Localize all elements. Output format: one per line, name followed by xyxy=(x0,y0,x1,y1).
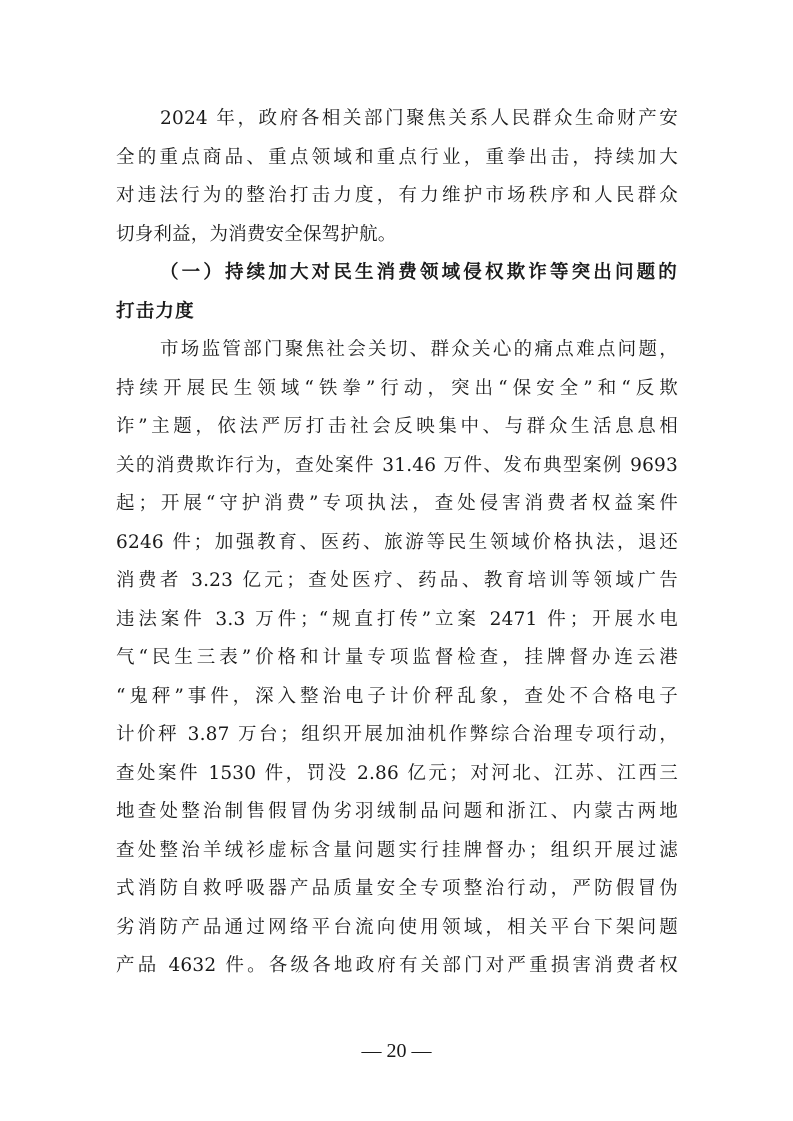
text-line: 市场监管部门聚焦社会关切、群众关心的痛点难点问题， xyxy=(160,339,678,360)
text-line: 切身利益，为消费安全保驾护航。 xyxy=(116,223,397,245)
text-line: 气“民生三表”价格和计量专项监督检查，挂牌督办连云港 xyxy=(116,647,678,668)
document-body xyxy=(116,100,678,986)
text-line: 计价秤 3.87 万台；组织开展加油机作弊综合治理专项行动， xyxy=(116,724,678,745)
text-line: 关的消费欺诈行为，查处案件 31.46 万件、发布典型案例 9693 xyxy=(116,454,678,476)
page-number: — 20 — xyxy=(361,1040,432,1062)
text-line: 地查处整治制售假冒伪劣羽绒制品问题和浙江、内蒙古两地 xyxy=(116,801,678,822)
section-heading xyxy=(116,254,678,331)
text-line: 违法案件 3.3 万件；“规直打传”立案 2471 件；开展水电 xyxy=(116,608,678,630)
text-line: 产品 4632 件。各级各地政府有关部门对严重损害消费者权 xyxy=(116,955,678,976)
text-line: “鬼秤”事件，深入整治电子计价秤乱象，查处不合格电子 xyxy=(116,685,678,707)
text-line: 持续开展民生领域“铁拳”行动，突出“保安全”和“反欺 xyxy=(116,377,678,399)
text-line: 查处整治羊绒衫虚标含量问题实行挂牌督办；组织开展过滤 xyxy=(116,839,678,861)
text-line: 2024 年，政府各相关部门聚焦关系人民群众生命财产安 xyxy=(160,108,678,129)
text-line: 劣消防产品通过网络平台流向使用领域，相关平台下架问题 xyxy=(116,916,678,938)
paragraph-intro xyxy=(116,100,678,254)
text-line: 6246 件；加强教育、医药、旅游等民生领域价格执法，退还 xyxy=(116,531,678,553)
text-line: 消费者 3.23 亿元；查处医疗、药品、教育培训等领域广告 xyxy=(116,570,678,591)
text-line: 查处案件 1530 件，罚没 2.86 亿元；对河北、江苏、江西三 xyxy=(116,762,678,784)
text-line: 式消防自救呼吸器产品质量安全专项整治行动，严防假冒伪 xyxy=(116,878,678,899)
heading-line: （一）持续加大对民生消费领域侵权欺诈等突出问题的 xyxy=(160,262,678,283)
heading-line: 打击力度 xyxy=(116,300,195,322)
text-line: 全的重点商品、重点领域和重点行业，重拳出击，持续加大 xyxy=(116,146,678,168)
text-line: 起；开展“守护消费”专项执法，查处侵害消费者权益案件 xyxy=(116,493,678,514)
text-line: 诈”主题，依法严厉打击社会反映集中、与群众生活息息相 xyxy=(116,416,678,437)
text-line: 对违法行为的整治打击力度，有力维护市场秩序和人民群众 xyxy=(116,185,678,206)
paragraph-body xyxy=(116,331,678,986)
